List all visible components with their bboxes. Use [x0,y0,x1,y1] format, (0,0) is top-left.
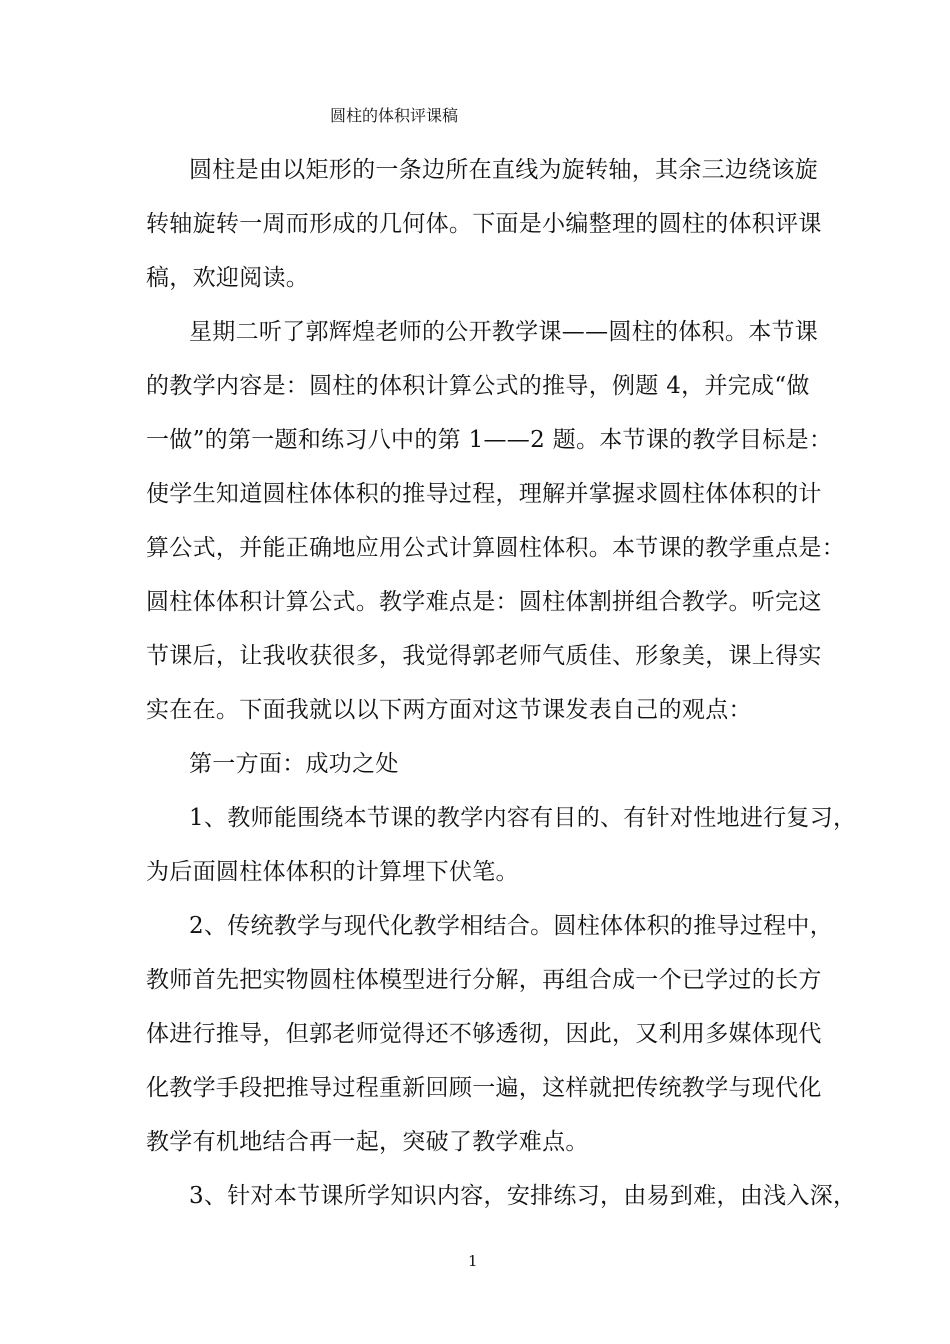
paragraph-line: 算公式，并能正确地应用公式计算圆柱体积。本节课的教学重点是： [146,535,845,561]
paragraph-line: 节课后，让我收获很多，我觉得郭老师气质佳、形象美，课上得实 [146,643,822,669]
section-heading: 第一方面：成功之处 [189,751,399,777]
paragraph-line: 使学生知道圆柱体体积的推导过程，理解并掌握求圆柱体体积的计 [146,481,822,507]
paragraph-line: 1、教师能围绕本节课的教学内容有目的、有针对性地进行复习， [189,805,857,831]
document-title: 圆柱的体积评课稿 [330,106,459,125]
paragraph-line: 实在在。下面我就以以下两方面对这节课发表自己的观点： [146,697,752,723]
paragraph-line: 的教学内容是：圆柱的体积计算公式的推导，例题 4，并完成“做 [146,373,810,399]
paragraph-line: 圆柱体体积计算公式。教学难点是：圆柱体割拼组合教学。听完这 [146,589,822,615]
paragraph-line: 化教学手段把推导过程重新回顾一遍，这样就把传统教学与现代化 [146,1075,822,1101]
paragraph-line: 一做”的第一题和练习八中的第 1——2 题。本节课的教学目标是： [146,427,833,453]
paragraph-line: 3、针对本节课所学知识内容，安排练习，由易到难，由浅入深， [189,1183,857,1209]
paragraph-line: 稿，欢迎阅读。 [146,265,310,291]
paragraph-line: 教师首先把实物圆柱体模型进行分解，再组合成一个已学过的长方 [146,967,822,993]
page-number: 1 [468,1252,478,1270]
paragraph-line: 2、传统教学与现代化教学相结合。圆柱体体积的推导过程中， [189,913,834,939]
paragraph-line: 星期二听了郭辉煌老师的公开教学课——圆柱的体积。本节课 [189,319,819,345]
paragraph-line: 为后面圆柱体体积的计算埋下伏笔。 [146,859,519,885]
paragraph-line: 转轴旋转一周而形成的几何体。下面是小编整理的圆柱的体积评课 [146,211,822,237]
paragraph-line: 教学有机地结合再一起，突破了教学难点。 [146,1129,589,1155]
paragraph-line: 体进行推导，但郭老师觉得还不够透彻，因此，又利用多媒体现代 [146,1021,822,1047]
paragraph-line: 圆柱是由以矩形的一条边所在直线为旋转轴，其余三边绕该旋 [189,157,819,183]
